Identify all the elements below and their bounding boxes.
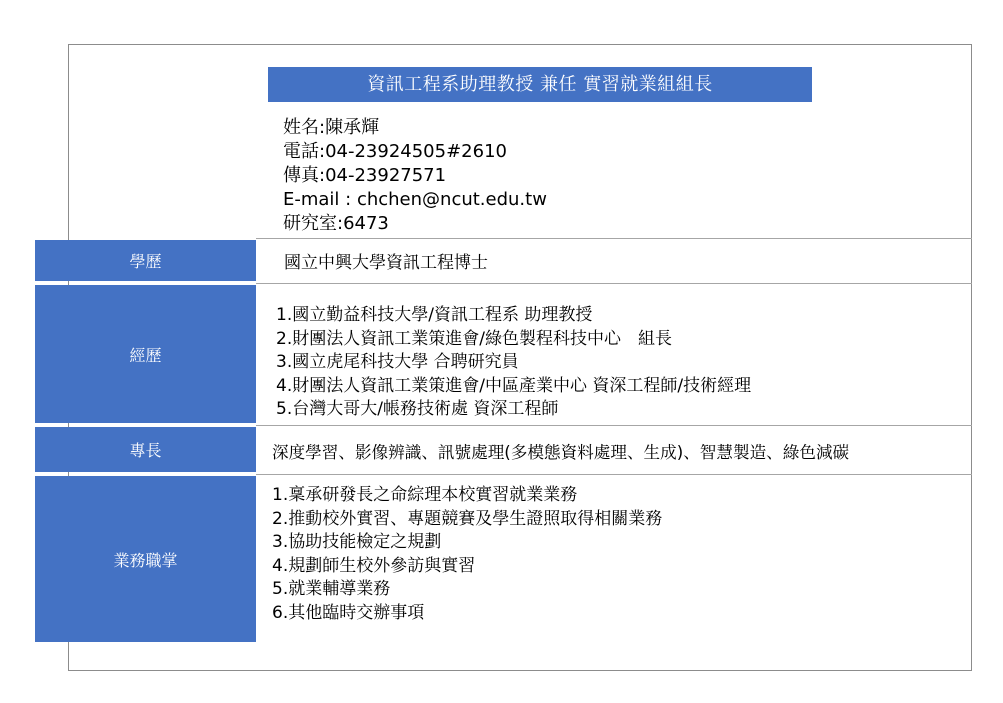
experience-item: 5.台灣大哥大/帳務技術處 資深工程師 xyxy=(276,399,559,419)
experience-content xyxy=(276,304,751,422)
expertise-item: 深度學習、影像辨識、訊號處理(多模態資料處理、生成)、智慧製造、綠色減碳 xyxy=(272,443,850,462)
expertise-label: 專長 xyxy=(35,427,256,472)
education-content xyxy=(284,252,488,276)
experience-item: 2.財團法人資訊工業策進會/綠色製程科技中心 組長 xyxy=(276,328,672,349)
experience-item: 3.國立虎尾科技大學 合聘研究員 xyxy=(276,352,519,372)
title-banner: 資訊工程系助理教授 兼任 實習就業組組長 xyxy=(268,67,812,102)
duties-item: 1.稟承研發長之命綜理本校實習就業業務 xyxy=(272,485,578,505)
duties-item: 5.就業輔導業務 xyxy=(272,579,391,599)
duties-label: 業務職掌 xyxy=(35,476,256,642)
divider xyxy=(256,283,972,284)
education-label: 學歷 xyxy=(35,240,256,281)
contact-email: E-mail : chchen@ncut.edu.tw xyxy=(283,189,547,210)
divider xyxy=(256,425,972,426)
duties-item: 6.其他臨時交辦事項 xyxy=(272,602,425,623)
duties-content xyxy=(272,484,662,625)
divider xyxy=(256,474,972,475)
contact-info xyxy=(283,116,547,236)
duties-item: 2.推動校外實習、專題競賽及學生證照取得相關業務 xyxy=(272,508,663,529)
contact-phone: 電話:04-23924505#2610 xyxy=(283,141,507,162)
experience-item: 4.財團法人資訊工業策進會/中區產業中心 資深工程師/技術經理 xyxy=(276,375,752,396)
education-item: 國立中興大學資訊工程博士 xyxy=(284,253,488,273)
contact-fax: 傳真:04-23927571 xyxy=(283,165,447,186)
duties-item: 3.協助技能檢定之規劃 xyxy=(272,532,442,552)
duties-item: 4.規劃師生校外參訪與實習 xyxy=(272,555,476,576)
experience-label: 經歷 xyxy=(35,285,256,423)
divider xyxy=(256,238,972,239)
expertise-content xyxy=(272,441,849,465)
contact-name: 姓名:陳承輝 xyxy=(283,117,380,138)
experience-item: 1.國立勤益科技大學/資訊工程系 助理教授 xyxy=(276,305,593,325)
contact-office: 研究室:6473 xyxy=(283,213,389,234)
